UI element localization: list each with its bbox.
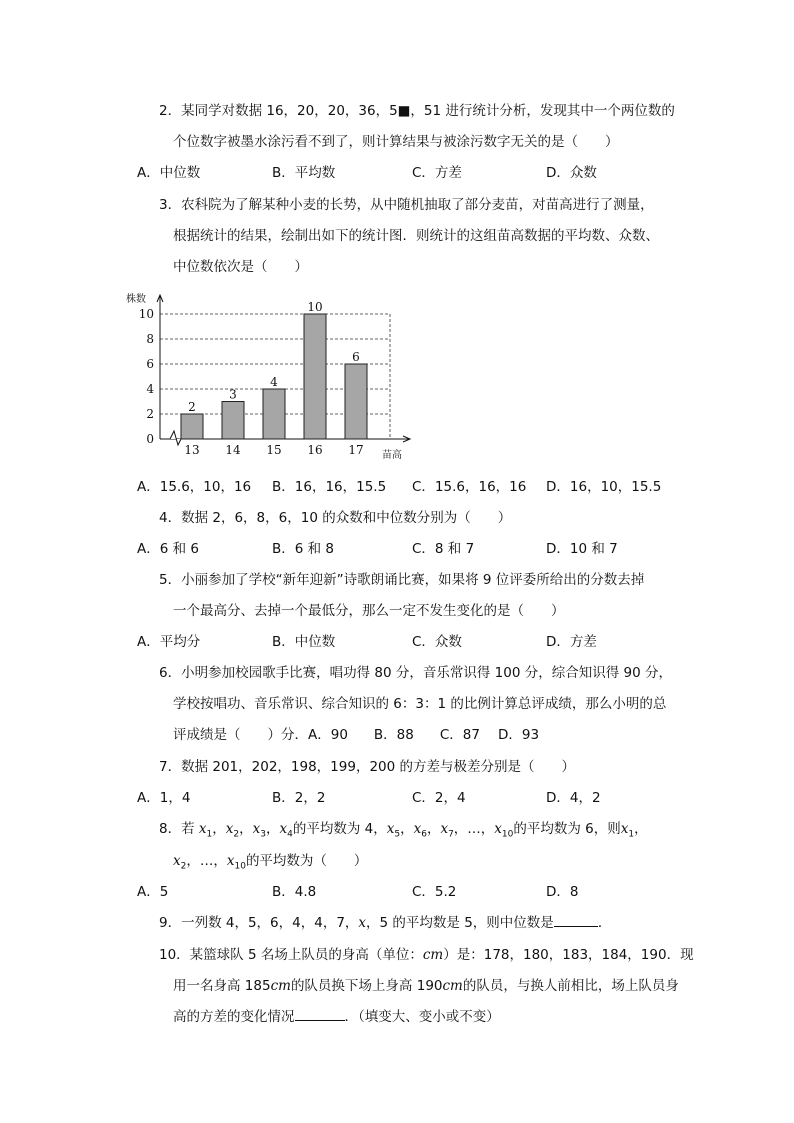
- q8-comma: ，: [265, 821, 280, 837]
- q6-option-b: B．88: [373, 727, 414, 743]
- q3-option-a: A．15.6，10，16: [137, 479, 252, 495]
- q2-line1: 2．某同学对数据 16，20，20，36，5■，51 进行统计分析，发现其中一个两位数的: [159, 103, 675, 119]
- q7-option-b: B．2，2: [272, 790, 326, 806]
- q10-text: ）是：178，180，183，184，190．现: [443, 947, 694, 963]
- y-tick-label: 4: [146, 382, 154, 396]
- q5-option-d: D．方差: [546, 634, 597, 650]
- q8-text: 的平均数为 6，则: [513, 821, 621, 837]
- q4-line1: 4．数据 2，6，8，6，10 的众数和中位数分别为（ ）: [159, 510, 512, 526]
- q8-option-d: D．8: [546, 884, 579, 900]
- bar: [263, 389, 285, 439]
- q8-text: 的平均数为（ ）: [245, 853, 368, 869]
- bar-value-label: 4: [270, 375, 278, 389]
- q4-option-a: A．6 和 6: [137, 541, 199, 557]
- q10-answer-blank[interactable]: [295, 1007, 345, 1021]
- q6-line1: 6．小明参加校园歌手比赛，唱功得 80 分，音乐常识得 100 分，综合知识得 90 分，: [159, 665, 672, 681]
- q8-var: x: [252, 821, 261, 837]
- q4-option-b: B．6 和 8: [272, 541, 335, 557]
- q5-option-a: A．平均分: [137, 634, 201, 650]
- q8-ellipsis: …: [467, 821, 481, 837]
- q8-sub: 10: [234, 861, 246, 872]
- q9-text: ，5 的平均数是 5，则中位数是: [366, 915, 554, 931]
- y-tick-label: 10: [138, 307, 154, 321]
- q8-var: x: [173, 853, 181, 869]
- chart-ylabel: 株数: [126, 294, 146, 305]
- x-tick-label: 16: [307, 443, 323, 457]
- q10-unit: cm: [270, 978, 291, 994]
- q7-option-d: D．4，2: [546, 790, 601, 806]
- q8-sub: 6: [421, 829, 427, 840]
- q3-line2: 根据统计的结果，绘制出如下的统计图．则统计的这组苗高数据的平均数、众数、: [173, 228, 659, 244]
- q9-text: ．: [597, 915, 612, 931]
- q10-text: ．（填变大、变小或不变）: [344, 1009, 500, 1025]
- q2-option-b: B．平均数: [272, 165, 336, 181]
- q8-comma: ，: [400, 821, 414, 837]
- q9-answer-blank[interactable]: [554, 913, 598, 927]
- q8-option-a: A．5: [137, 884, 169, 900]
- q8-option-b: B．4.8: [272, 884, 317, 900]
- q8-var: x: [494, 821, 502, 837]
- bar: [345, 364, 367, 439]
- q3-option-d: D．16，10，15.5: [546, 479, 662, 495]
- q8-comma: ，: [634, 821, 648, 837]
- q6-option-c: C．87: [439, 727, 480, 743]
- y-tick-label: 0: [146, 432, 154, 446]
- q10-text: 10．某篮球队 5 名场上队员的身高（单位：: [159, 947, 423, 963]
- q2-line2: 个位数字被墨水涂污看不到了，则计算结果与被涂污数字无关的是（ ）: [173, 134, 619, 150]
- q8-var: x: [279, 821, 288, 837]
- q10-line2: [173, 976, 679, 996]
- q8-sub: 1: [628, 829, 635, 840]
- q5-option-b: B．中位数: [272, 634, 336, 650]
- q10-text: 的队员，与换人前相比，场上队员身: [462, 978, 679, 994]
- y-tick-label: 2: [146, 407, 154, 421]
- q7-option-c: C．2，4: [412, 790, 466, 806]
- q10-line3: [173, 1007, 500, 1027]
- y-tick-label: 6: [146, 357, 154, 371]
- q2-option-d: D．众数: [546, 165, 597, 181]
- q8-var: x: [413, 821, 422, 837]
- bar-value-label: 10: [307, 300, 323, 314]
- bar: [304, 314, 326, 439]
- x-tick-label: 13: [184, 443, 200, 457]
- q8-line2: [173, 851, 367, 877]
- q8-option-c: C．5.2: [412, 884, 457, 900]
- q6-line3-text: 评成绩是（ ）分．: [173, 727, 308, 743]
- q8-text: 的平均数为 4，: [292, 821, 387, 837]
- q3-option-b: B．16，16，15.5: [272, 479, 387, 495]
- q10-line1: [159, 945, 694, 965]
- q3-line3: 中位数依次是（ ）: [173, 259, 308, 275]
- x-tick-label: 14: [225, 443, 241, 457]
- q10-unit: cm: [442, 978, 463, 994]
- q10-text: 用一名身高 185: [173, 978, 271, 994]
- y-tick-label: 8: [146, 332, 154, 346]
- q8-line1: [159, 819, 648, 845]
- q2-option-c: C．方差: [412, 165, 462, 181]
- q8-var: x: [225, 821, 234, 837]
- q8-comma: ，: [239, 821, 253, 837]
- q6-line3: [173, 725, 539, 745]
- q8-var: x: [440, 821, 449, 837]
- q5-option-c: C．众数: [412, 634, 462, 650]
- q5-line2: 一个最高分、去掉一个最低分，那么一定不发生变化的是（ ）: [173, 603, 565, 619]
- q10-unit: cm: [422, 947, 444, 963]
- q10-text: 高的方差的变化情况: [173, 1009, 295, 1025]
- q8-sub: 5: [394, 829, 401, 840]
- q8-var: x: [226, 853, 235, 869]
- chart-xlabel: 苗高: [382, 450, 402, 461]
- q5-line1: 5．小丽参加了学校“新年迎新”诗歌朗诵比赛，如果将 9 位评委所给出的分数去掉: [159, 572, 645, 588]
- q3-line1: 3．农科院为了解某种小麦的长势，从中随机抽取了部分麦苗，对苗高进行了测量，: [159, 197, 654, 213]
- q4-option-d: D．10 和 7: [546, 541, 618, 557]
- q8-comma: ，: [186, 853, 200, 869]
- bar: [181, 414, 203, 439]
- q8-var: x: [620, 821, 629, 837]
- q8-comma: ，: [453, 821, 468, 837]
- q2-option-a: A．中位数: [137, 165, 201, 181]
- q8-ellipsis: …: [199, 853, 214, 869]
- q8-sub: 10: [501, 829, 514, 840]
- q4-option-c: C．8 和 7: [412, 541, 475, 557]
- q8-number: 8．若: [159, 821, 195, 837]
- q8-comma: ，: [213, 853, 227, 869]
- q7-line1: 7．数据 201，202，198，199，200 的方差与极差分别是（ ）: [159, 759, 576, 775]
- axis-break-mark: [170, 431, 181, 445]
- bar-value-label: 2: [188, 400, 196, 414]
- x-tick-label: 15: [266, 443, 282, 457]
- q8-comma: ，: [480, 821, 495, 837]
- bar-chart: [120, 286, 420, 461]
- q6-line2: 学校按唱功、音乐常识、综合知识的 6：3：1 的比例计算总评成绩，那么小明的总: [173, 696, 667, 712]
- q8-sub: 1: [206, 829, 213, 840]
- q9-text: 9．一列数 4，5，6，4，4，7，: [159, 915, 359, 931]
- q10-text: 的队员换下场上身高 190: [290, 978, 443, 994]
- q9-var: x: [358, 915, 367, 931]
- q8-sub: 7: [448, 829, 454, 840]
- q8-var: x: [386, 821, 395, 837]
- q8-sub: 2: [180, 861, 187, 872]
- q8-sub: 2: [233, 829, 240, 840]
- bar-value-label: 6: [352, 350, 360, 364]
- q6-option-d: D．93: [497, 727, 540, 743]
- q3-option-c: C．15.6，16，16: [412, 479, 527, 495]
- q8-var: x: [198, 821, 207, 837]
- q8-comma: ，: [426, 821, 441, 837]
- q8-sub: 3: [260, 829, 266, 840]
- q6-option-a: A．90: [308, 727, 348, 743]
- q8-sub: 4: [287, 829, 293, 840]
- x-tick-label: 17: [348, 443, 364, 457]
- q8-comma: ，: [212, 821, 226, 837]
- q9-line1: [159, 913, 611, 933]
- bar-value-label: 3: [229, 387, 237, 402]
- bar: [222, 402, 244, 440]
- q7-option-a: A．1，4: [137, 790, 191, 806]
